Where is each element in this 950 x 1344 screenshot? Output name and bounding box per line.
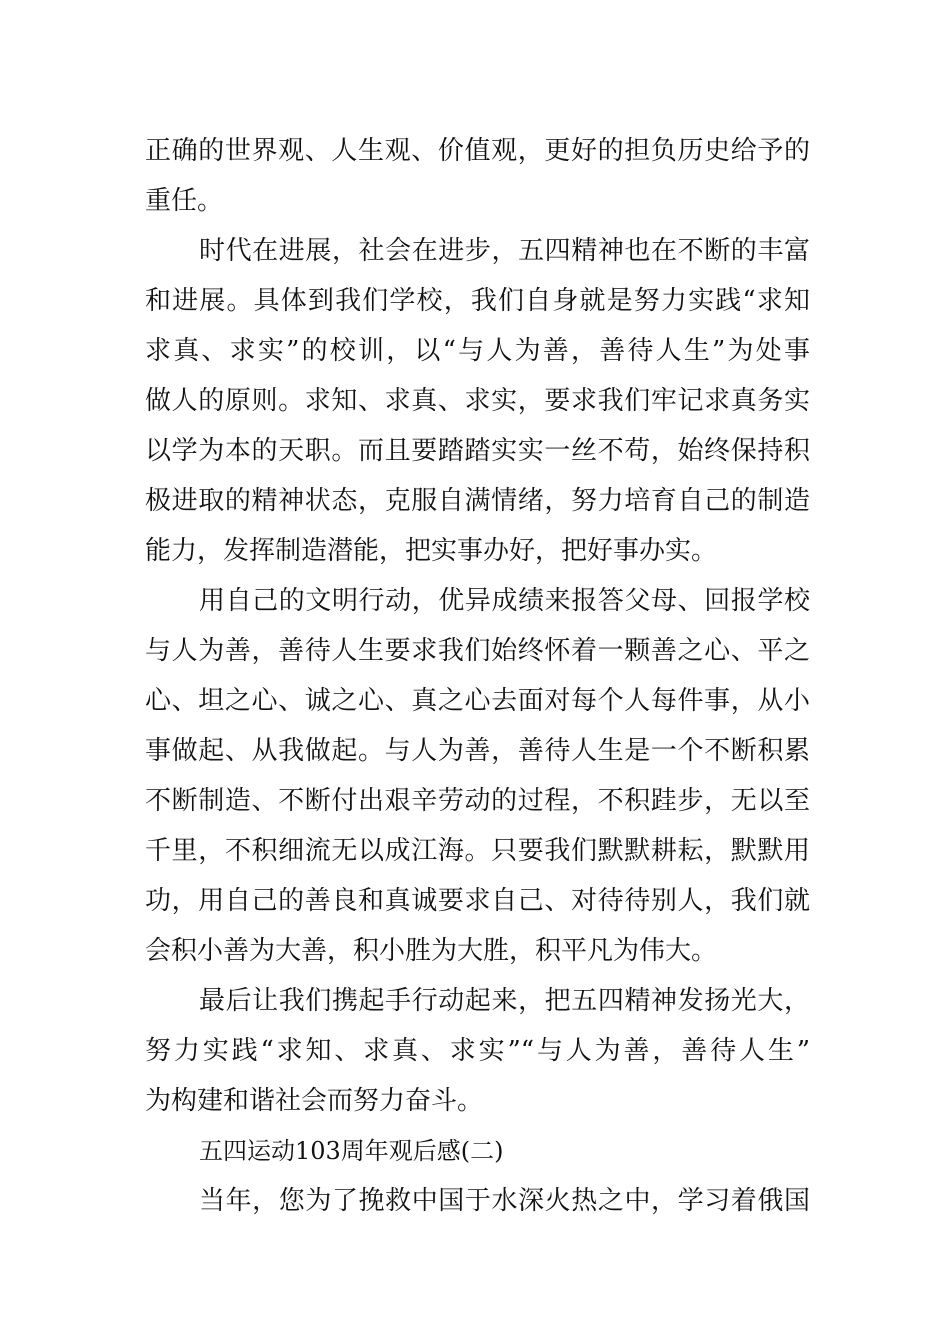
text-line: 为构建和谐社会而努力奋斗。 — [145, 1086, 484, 1116]
section-heading: 五四运动103周年观后感(二) — [199, 1137, 504, 1165]
text-line: 不断制造、不断付出艰辛劳动的过程，不积跬步，无以至 — [145, 786, 810, 816]
text-line: 以学为本的天职。而且要踏踏实实一丝不苟，始终保持积 — [145, 436, 810, 466]
text-line: 会积小善为大善，积小胜为大胜，积平凡为伟大。 — [145, 936, 718, 966]
text-line: 功，用自己的善良和真诚要求自己、对待待别人，我们就 — [145, 886, 810, 916]
text-line: 重任。 — [145, 186, 224, 216]
text-line: 与人为善，善待人生要求我们始终怀着一颗善之心、平之 — [145, 636, 810, 666]
text-line: 极进取的精神状态，克服自满情绪，努力培育自己的制造 — [145, 486, 810, 516]
text-line: 心、坦之心、诚之心、真之心去面对每个人每件事，从小 — [145, 686, 810, 716]
text-line: 正确的世界观、人生观、价值观，更好的担负历史给予的 — [145, 136, 810, 166]
text-line: 努力实践“求知、求真、求实”“与人为善，善待人生” — [145, 1036, 810, 1066]
text-line: 最后让我们携起手行动起来，把五四精神发扬光大， — [199, 986, 810, 1016]
body-text — [145, 126, 810, 1226]
text-line: 做人的原则。求知、求真、求实，要求我们牢记求真务实 — [145, 386, 810, 416]
text-line: 用自己的文明行动，优异成绩来报答父母、回报学校 — [199, 586, 810, 616]
text-line: 和进展。具体到我们学校，我们自身就是努力实践“求知 — [145, 286, 810, 316]
text-line: 能力，发挥制造潜能，把实事办好，把好事办实。 — [145, 536, 718, 566]
text-line: 事做起、从我做起。与人为善，善待人生是一个不断积累 — [145, 736, 810, 766]
text-line: 时代在进展，社会在进步，五四精神也在不断的丰富 — [199, 236, 810, 266]
text-line: 求真、求实”的校训，以“与人为善，善待人生”为处事 — [145, 336, 810, 366]
text-line: 千里，不积细流无以成江海。只要我们默默耕耘，默默用 — [145, 836, 810, 866]
text-line: 当年，您为了挽救中国于水深火热之中，学习着俄国 — [199, 1186, 810, 1216]
